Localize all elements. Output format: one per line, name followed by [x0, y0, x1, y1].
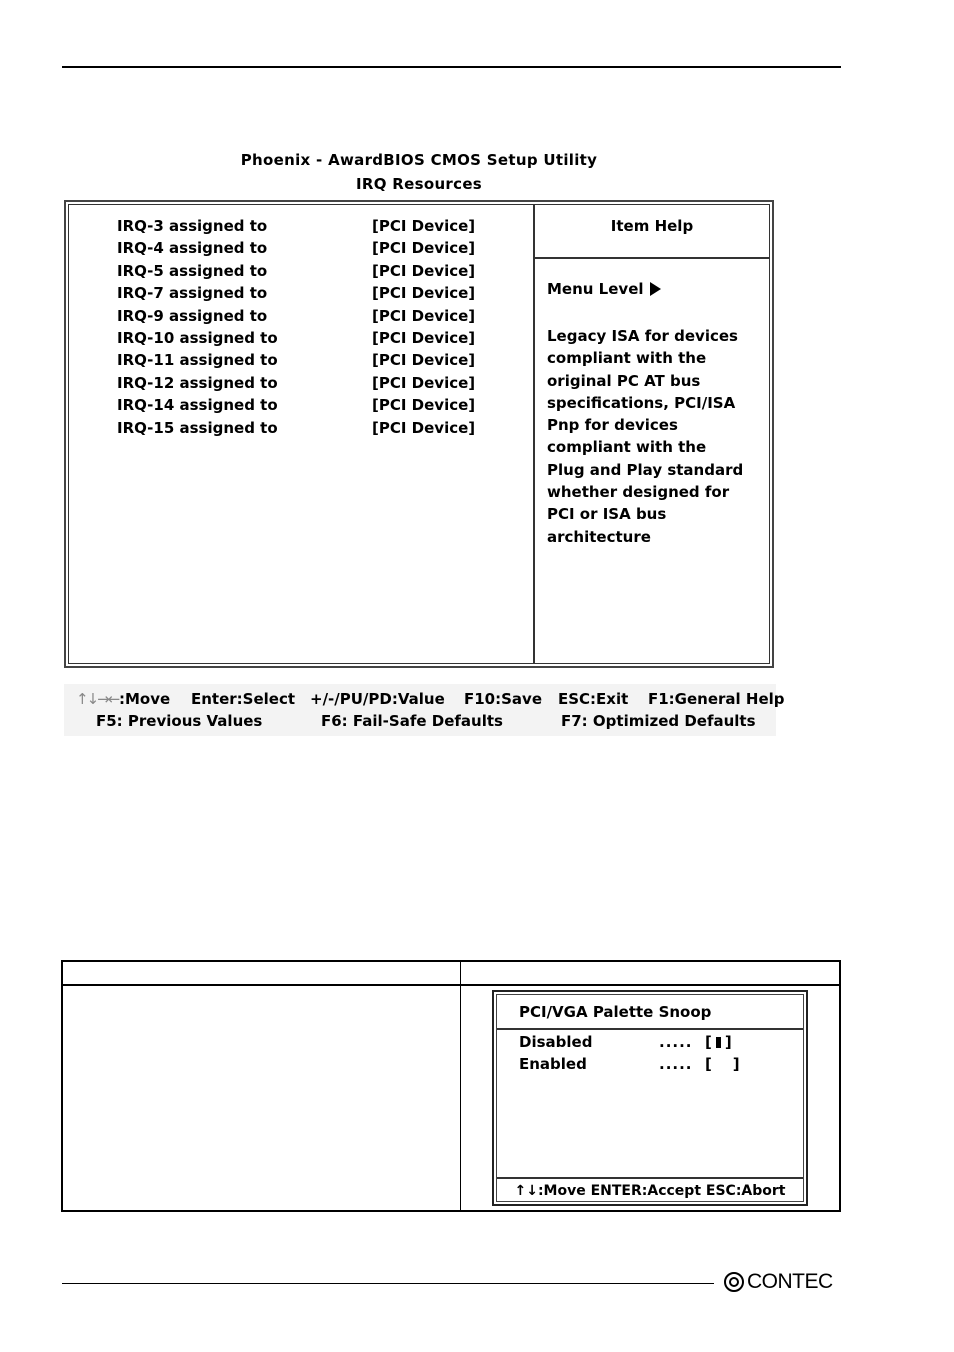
- irq-label: IRQ-5 assigned to: [117, 261, 268, 280]
- irq-label: IRQ-15 assigned to: [117, 418, 278, 437]
- irq-value[interactable]: [PCI Device]: [372, 396, 476, 415]
- irq-row-4[interactable]: [117, 237, 517, 259]
- irq-label: IRQ-9 assigned to: [117, 306, 268, 325]
- irq-row-14[interactable]: [117, 394, 517, 416]
- brand-name: CONTEC: [747, 1270, 833, 1293]
- help-line: architecture: [547, 527, 651, 546]
- irq-value[interactable]: [PCI Device]: [372, 239, 476, 258]
- option-disabled[interactable]: [519, 1033, 789, 1051]
- irq-value[interactable]: [PCI Device]: [372, 217, 476, 235]
- bios-window: [64, 200, 774, 668]
- help-line: Pnp for devices: [547, 416, 678, 435]
- bios-subtitle: IRQ Resources: [355, 175, 483, 193]
- key-enter-select: Enter:Select: [191, 690, 296, 708]
- key-move: :Move: [119, 690, 171, 708]
- key-exit: ESC:Exit: [558, 690, 629, 708]
- popup-title: PCI/VGA Palette Snoop: [519, 1003, 712, 1021]
- irq-row-3[interactable]: [117, 215, 517, 237]
- irq-label: IRQ-12 assigned to: [117, 373, 278, 392]
- irq-value[interactable]: [PCI Device]: [372, 373, 476, 392]
- option-label: Enabled: [519, 1055, 587, 1073]
- help-line: compliant with the: [547, 349, 707, 368]
- key-value: +/-/PU/PD:Value: [310, 690, 445, 708]
- help-line: Legacy ISA for devices: [547, 327, 738, 345]
- contec-logo: [724, 1268, 833, 1296]
- irq-row-11[interactable]: [117, 349, 517, 371]
- irq-row-15[interactable]: [117, 417, 517, 439]
- palette-snoop-popup: [492, 990, 808, 1206]
- option-dots: .....: [659, 1055, 693, 1073]
- irq-row-7[interactable]: [117, 282, 517, 304]
- irq-list: [117, 215, 517, 439]
- contec-logo-icon: [724, 1272, 744, 1292]
- help-line: PCI or ISA bus: [547, 505, 667, 524]
- irq-label: IRQ-3 assigned to: [117, 217, 268, 235]
- irq-row-12[interactable]: [117, 372, 517, 394]
- irq-value[interactable]: [PCI Device]: [372, 261, 476, 280]
- key-optimized-defaults: F7: Optimized Defaults: [561, 712, 756, 730]
- arrow-keys-icon: ↑↓→←: [76, 690, 119, 708]
- option-label: Disabled: [519, 1033, 593, 1051]
- footer-rule: [62, 1283, 714, 1284]
- option-radio-selected[interactable]: [ ]: [705, 1033, 732, 1051]
- irq-label: IRQ-10 assigned to: [117, 328, 278, 347]
- popup-footer-separator: [497, 1177, 803, 1179]
- option-dots: .....: [659, 1033, 693, 1051]
- help-line: Plug and Play standard: [547, 460, 744, 479]
- menu-level-label: Menu Level: [547, 280, 644, 298]
- key-previous-values: F5: Previous Values: [96, 712, 263, 730]
- help-line: whether designed for: [547, 483, 730, 502]
- irq-value[interactable]: [PCI Device]: [372, 351, 476, 370]
- irq-value[interactable]: [PCI Device]: [372, 418, 476, 437]
- bios-title-block: [64, 148, 774, 196]
- header-rule: [62, 66, 841, 68]
- irq-label: IRQ-7 assigned to: [117, 284, 268, 303]
- selected-marker-icon: [716, 1037, 721, 1048]
- popup-key-legend: ↑↓:Move ENTER:Accept ESC:Abort: [514, 1183, 786, 1199]
- popup-title-separator: [497, 1028, 803, 1030]
- key-general-help: F1:General Help: [648, 690, 785, 708]
- key-fail-safe-defaults: F6: Fail-Safe Defaults: [321, 712, 503, 730]
- irq-row-10[interactable]: [117, 327, 517, 349]
- table-column-divider: [460, 962, 461, 1210]
- bios-key-legend: [64, 684, 785, 736]
- item-help-title: Item Help: [610, 217, 694, 235]
- irq-value[interactable]: [PCI Device]: [372, 328, 476, 347]
- help-line: specifications, PCI/ISA: [547, 393, 736, 412]
- bios-title: Phoenix - AwardBIOS CMOS Setup Utility: [240, 151, 598, 169]
- bios-window-inner: [68, 204, 770, 664]
- irq-value[interactable]: [PCI Device]: [372, 306, 476, 325]
- irq-label: IRQ-11 assigned to: [117, 351, 278, 370]
- help-line: original PC AT bus: [547, 371, 701, 390]
- option-enabled[interactable]: [519, 1055, 789, 1073]
- popup-inner: [496, 994, 804, 1202]
- help-separator: [535, 257, 769, 259]
- irq-value[interactable]: [PCI Device]: [372, 284, 476, 303]
- help-line: compliant with the: [547, 438, 707, 457]
- triangle-right-icon: [650, 282, 661, 296]
- irq-row-5[interactable]: [117, 260, 517, 282]
- option-radio[interactable]: [ ]: [705, 1055, 740, 1073]
- table-header-row: [63, 962, 839, 986]
- irq-label: IRQ-4 assigned to: [117, 239, 268, 258]
- irq-label: IRQ-14 assigned to: [117, 396, 278, 415]
- key-save: F10:Save: [464, 690, 542, 708]
- item-help-text: [547, 325, 777, 548]
- irq-row-9[interactable]: [117, 305, 517, 327]
- panel-divider: [533, 205, 535, 663]
- menu-level: [547, 280, 661, 298]
